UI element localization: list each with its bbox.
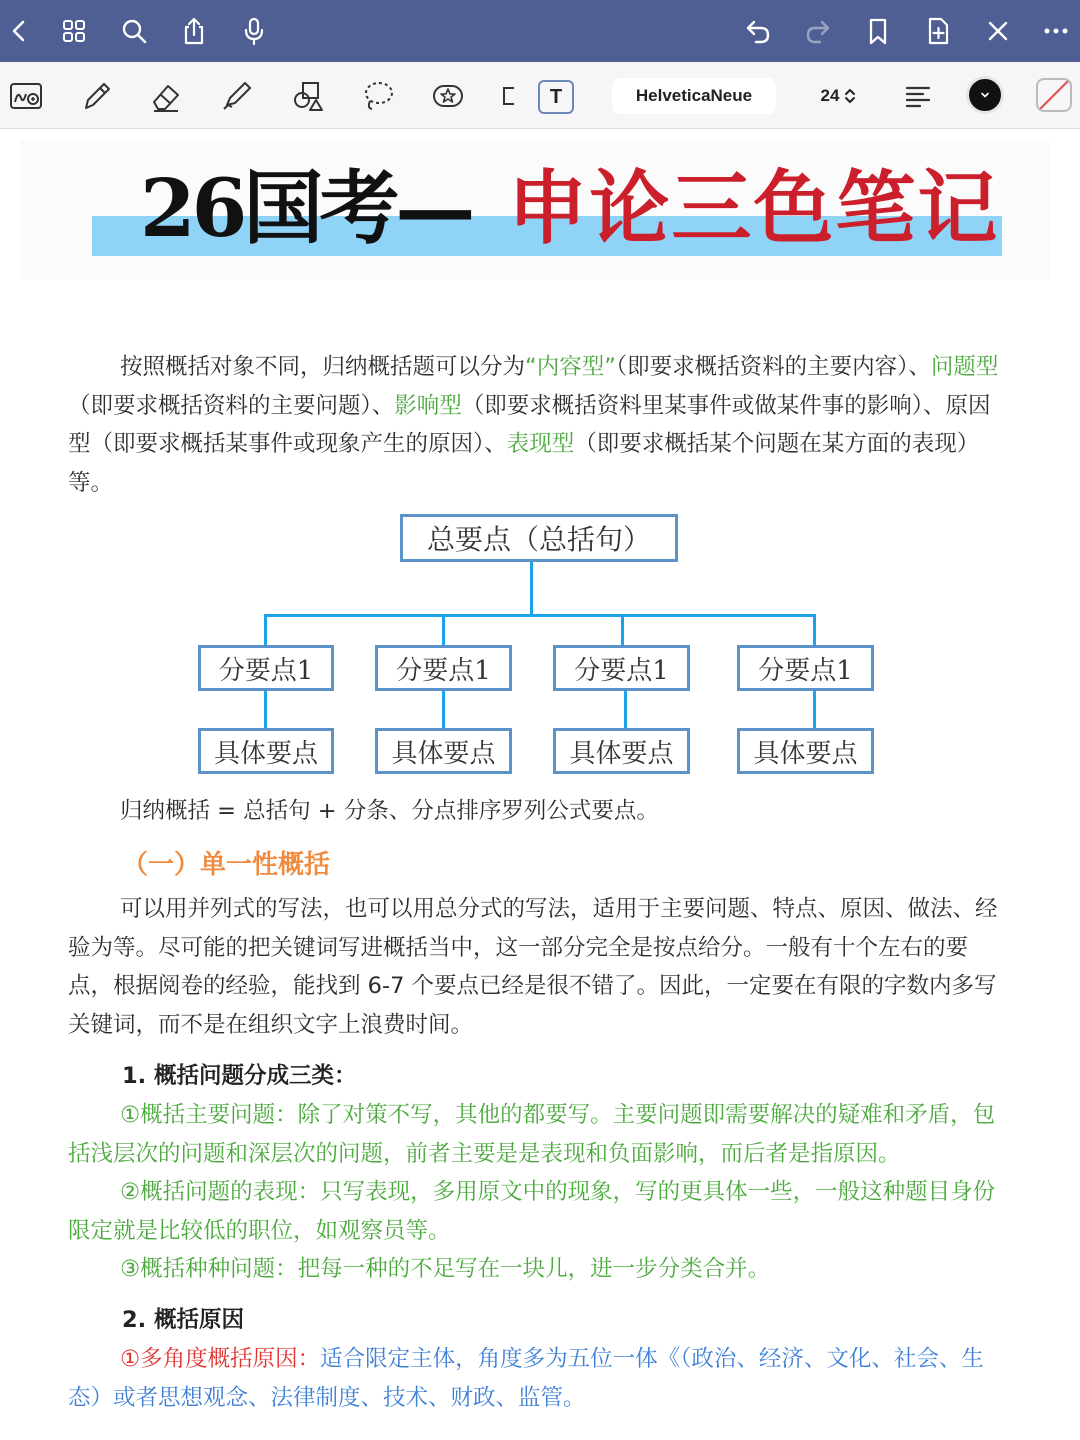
diagram-leaf-box: 具体要点 [553, 728, 690, 774]
grid-icon[interactable] [54, 11, 94, 51]
intro-paragraph [68, 348, 1008, 502]
diagram-connector [621, 614, 624, 646]
diagram-connector [264, 691, 267, 729]
chevron-down-icon [979, 89, 991, 101]
background-color-swatch[interactable] [1036, 78, 1072, 112]
section-heading: （一）单一性概括 [122, 850, 331, 880]
intro-quote-open: “ [525, 354, 537, 380]
diagram-connector [264, 614, 816, 617]
sticker-icon[interactable] [426, 74, 470, 118]
shapes-icon[interactable] [286, 74, 330, 118]
diagram-branch-box: 分要点1 [737, 645, 874, 691]
search-icon[interactable] [114, 11, 154, 51]
text-tool-label: T [549, 85, 563, 108]
diagram-root-box: 总要点（总括句） [400, 514, 678, 562]
diagram-branch-box: 分要点1 [198, 645, 334, 691]
eraser-icon[interactable] [144, 74, 188, 118]
section-body: 可以用并列式的写法，也可以用总分式的写法，适用于主要问题、特点、原因、做法、经验为等。尽可能的把关键词写进概括当中，这一部分完全是按点给分。一般有十个左右的要点，根据阅卷的经验，能找到 6-7 个要点已经是很不错了。因此，一定要在有限的字数内多写关键词，而不是在组织文字上浪费时间。 [68, 896, 998, 1038]
handwriting-zoom-icon[interactable] [4, 74, 48, 118]
add-page-icon[interactable] [918, 11, 958, 51]
undo-icon[interactable] [738, 11, 778, 51]
font-size-selector[interactable] [806, 78, 872, 114]
lasso-icon[interactable] [356, 74, 400, 118]
diagram-connector [624, 691, 627, 729]
diagram-branch-box: 分要点1 [553, 645, 690, 691]
font-size-value: 24 [820, 86, 840, 105]
title-black-part: 26国考— [140, 161, 472, 255]
subsection-heading: 1. 概括问题分成三类： [122, 1063, 357, 1089]
diagram-connector [442, 614, 445, 646]
mic-icon[interactable] [234, 11, 274, 51]
diagram-leaf-box: 具体要点 [375, 728, 512, 774]
diagram-connector [442, 691, 445, 729]
diagram-leaf-box: 具体要点 [198, 728, 334, 774]
text-tool-button[interactable] [538, 80, 574, 114]
diagram-connector [813, 614, 816, 646]
list-item: ①概括主要问题：除了对策不写，其他的都要写。主要问题即需要解决的疑难和矛盾，包括浅层次的问题和深层次的问题，前者主要是是表现和负面影响，而后者是指原因。 [68, 1102, 996, 1167]
chevron-updown-icon [843, 86, 857, 106]
intro-text-5: （即要求概括某个问题在某方面的表现）等。 [68, 431, 980, 496]
top-nav-bar [0, 0, 1080, 62]
highlighter-icon[interactable] [214, 74, 258, 118]
image-tool-icon[interactable] [498, 74, 518, 118]
list-item [68, 1340, 1008, 1417]
pen-icon[interactable] [74, 74, 118, 118]
intro-type-manifestation: 表现型 [506, 431, 575, 457]
share-icon[interactable] [174, 11, 214, 51]
intro-type-impact: 影响型 [394, 392, 462, 419]
title-red-part: 申论三色笔记 [507, 161, 1000, 255]
intro-quote-close: ” [604, 354, 616, 380]
close-icon[interactable] [978, 11, 1018, 51]
formula-text: 归纳概括 = 总括句 + 分条、分点排序罗列公式要点。 [120, 798, 659, 824]
reason-label: ①多角度概括原因： [120, 1346, 321, 1372]
intro-text-1: 按照概括对象不同，归纳概括题可以分为 [120, 354, 526, 380]
intro-type-problem: 问题型 [930, 354, 999, 380]
diagram-connector [813, 691, 816, 729]
list-item: ③概括种种问题：把每一种的不足写在一块儿，进一步分类合并。 [120, 1256, 771, 1282]
back-icon[interactable] [0, 11, 40, 51]
intro-text-2: （即要求概括资料的主要内容）、 [615, 354, 931, 380]
intro-type-content: 内容型 [536, 354, 605, 380]
diagram-branch-box: 分要点1 [375, 645, 512, 691]
page-title [140, 158, 999, 258]
subsection-heading: 2. 概括原因 [122, 1307, 245, 1333]
diagram-leaf-box: 具体要点 [737, 728, 874, 774]
list-item: ②概括问题的表现：只写表现，多用原文中的现象，写的更具体一些，一般这种题目身份限定就是比较低的职位，如观察员等。 [68, 1179, 996, 1244]
diagram-connector [530, 562, 533, 616]
intro-text-4: （即要求概括资料里某事件或做某件事的影响）、原因型（即要求概括某事件或现象产生的原因）、 [68, 392, 991, 457]
pen-color-picker[interactable] [966, 76, 1004, 114]
font-family-selector[interactable]: HelveticaNeue [612, 78, 776, 114]
diagram-connector [264, 614, 267, 646]
reason-text: 适合限定主体，角度多为五位一体《（政治、经济、文化、社会、生态）或者思想观念、法律制度、技术、财政、监管。 [68, 1346, 984, 1411]
intro-text-3: （即要求概括资料的主要问题）、 [68, 392, 395, 419]
align-icon[interactable] [896, 74, 940, 118]
redo-icon[interactable] [798, 11, 838, 51]
more-icon[interactable] [1036, 11, 1076, 51]
bookmark-icon[interactable] [858, 11, 898, 51]
